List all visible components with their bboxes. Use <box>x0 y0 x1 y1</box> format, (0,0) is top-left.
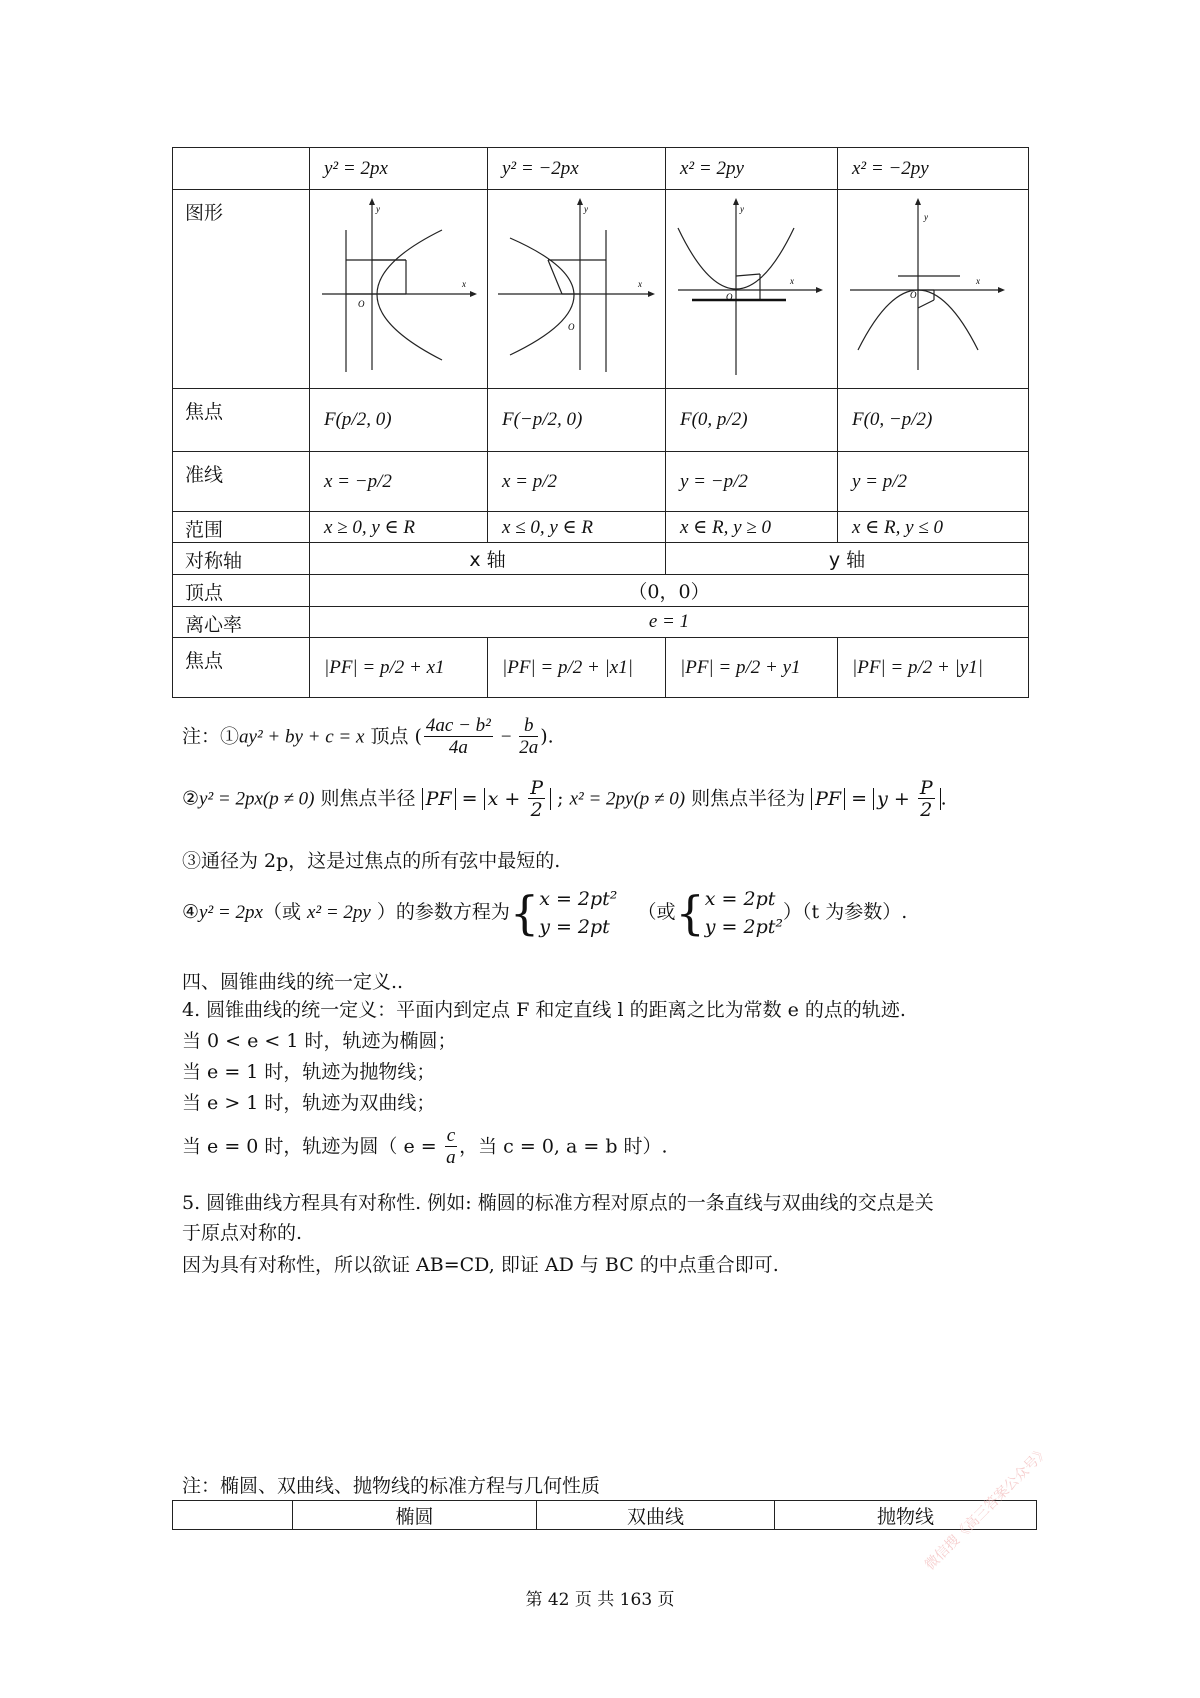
param-system-1: x = 2pt² y = 2pt <box>539 888 618 938</box>
parabola-right-figure <box>310 190 487 383</box>
focus-cell-4: F(0, −p/2) <box>838 389 1029 452</box>
note-4-equation-1: y² = 2px <box>199 902 263 923</box>
range-cell-4: x ∈ R, y ≤ 0 <box>838 512 1029 543</box>
note-2: ②y² = 2px(p ≠ 0) 则焦点半径 PF = x + $\frac{P}{2}$ ; x² = 2py(p ≠ 0) 则焦点半径为 PF = y + $\frac{P}{2}$ . <box>182 777 947 821</box>
focus-row <box>173 389 1029 452</box>
header-eq-1: y² = 2px <box>310 148 488 190</box>
directrix-cell-4: y = p/2 <box>838 452 1029 512</box>
parabola-up-figure <box>666 190 837 383</box>
focal-radius-cell-2: |PF| = p/2 + |x1| <box>488 638 666 698</box>
row-label-eccentricity: 离心率 <box>173 607 310 638</box>
origin-label: O <box>726 292 733 302</box>
focal-radius-row <box>173 638 1029 698</box>
row-label-vertex: 顶点 <box>173 575 310 607</box>
note-1-prefix: 注：① <box>182 725 240 748</box>
directrix-row <box>173 452 1029 512</box>
range-cell-3: x ∈ R, y ≥ 0 <box>666 512 838 543</box>
axis-x-label: x <box>790 276 794 286</box>
vertex-cell: （0，0） <box>310 575 1029 607</box>
row-label-directrix: 准线 <box>173 452 310 512</box>
directrix-cell-1: x = −p/2 <box>310 452 488 512</box>
note-1-text: 顶点 ( <box>364 725 422 748</box>
header-eq-3: x² = 2py <box>666 148 838 190</box>
case-circle <box>182 1126 668 1169</box>
parabola-down-figure <box>838 190 1028 383</box>
item-4-definition: 4. 圆锥曲线的统一定义：平面内到定点 F 和定直线 l 的距离之比为常数 e 的点的轨迹. <box>182 999 906 1021</box>
note-2-text-1: 则焦点半径 <box>314 787 422 810</box>
vertex-y-fraction: $\frac{b}{2a}$ <box>519 715 539 758</box>
directrix-cell-3: y = −p/2 <box>666 452 838 512</box>
parabola-left-figure <box>488 190 665 383</box>
header-empty-cell <box>173 148 310 190</box>
focus-cell-1: F(p/2, 0) <box>310 389 488 452</box>
figure-row <box>173 190 1029 389</box>
axis-y-label: y <box>584 204 588 214</box>
note-2-equation-1: y² = 2px(p ≠ 0) <box>199 788 315 810</box>
comparison-header-ellipse: 椭圆 <box>293 1501 537 1530</box>
item-5-line-3: 因为具有对称性，所以欲证 AB=CD, 即证 AD 与 BC 的中点重合即可. <box>182 1254 779 1276</box>
item-5-line-1: 5. 圆锥曲线方程具有对称性. 例如: 椭圆的标准方程对原点的一条直线与双曲线的交点是关 <box>182 1192 934 1214</box>
note-1-tail: ). <box>540 725 554 748</box>
axis-y-label: y <box>740 204 744 214</box>
note-3: ③通径为 2p，这是过焦点的所有弦中最短的. <box>182 850 561 872</box>
note-4: ④y² = 2px（或 x² = 2py ）的参数方程为{ x = 2pt² y = 2pt （或{ x = 2pt y = 2pt² ）（t 为参数）. <box>182 886 908 940</box>
note-4-paren-open: （或 <box>262 901 307 923</box>
focal-radius-cell-1: |PF| = p/2 + x1 <box>310 638 488 698</box>
header-eq-2: y² = −2px <box>488 148 666 190</box>
focal-radius-cell-3: |PF| = p/2 + y1 <box>666 638 838 698</box>
header-eq-4: x² = −2py <box>838 148 1029 190</box>
page-footer: 第 42 页 共 163 页 <box>525 1590 675 1610</box>
row-label-range: 范围 <box>173 512 310 543</box>
vertex-row <box>173 575 1029 607</box>
note-4-equation-2: x² = 2py <box>306 902 371 923</box>
case-hyperbola: 当 e > 1 时，轨迹为双曲线； <box>182 1092 436 1114</box>
axis-x-label: x <box>462 279 466 289</box>
origin-label: O <box>358 299 365 309</box>
note-2-equation-2: x² = 2py(p ≠ 0) <box>569 788 686 810</box>
axis-cell-x: x 轴 <box>310 543 666 575</box>
conic-comparison-table <box>172 1500 1037 1530</box>
note-2-y-abs: y + $\frac{P}{2}$ <box>873 788 941 810</box>
header-row <box>173 148 1029 190</box>
directrix-cell-2: x = p/2 <box>488 452 666 512</box>
focal-radius-cell-4: |PF| = p/2 + |y1| <box>838 638 1029 698</box>
case-ellipse: 当 0 < e < 1 时，轨迹为椭圆； <box>182 1030 457 1052</box>
note-4-paren-close: ）的参数方程为 <box>370 901 510 923</box>
note-4-or: （或 <box>637 901 676 923</box>
case-parabola: 当 e = 1 时，轨迹为抛物线； <box>182 1061 436 1083</box>
bottom-table-caption: 注：椭圆、双曲线、抛物线的标准方程与几何性质 <box>182 1475 601 1497</box>
axis-x-label: x <box>976 276 980 286</box>
note-2-pf-abs-1: PF <box>422 788 456 810</box>
note-2-x-abs: x + $\frac{P}{2}$ <box>484 788 552 810</box>
note-2-prefix: ② <box>182 787 200 810</box>
watermark: 微信搜《高三答案公众号》 <box>922 1443 1053 1574</box>
figure-cell-4 <box>838 190 1029 389</box>
figure-cell-1 <box>310 190 488 389</box>
eccentricity-cell: e = 1 <box>310 607 1029 638</box>
focus-cell-2: F(−p/2, 0) <box>488 389 666 452</box>
origin-label: O <box>910 290 917 300</box>
case-circle-text-b: ，当 c = 0, a = b 时）. <box>459 1135 668 1158</box>
item-5-line-2: 于原点对称的. <box>182 1222 303 1244</box>
figure-cell-3 <box>666 190 838 389</box>
range-cell-2: x ≤ 0, y ∈ R <box>488 512 666 543</box>
comparison-header-parabola: 抛物线 <box>775 1501 1037 1530</box>
row-label-focus: 焦点 <box>173 389 310 452</box>
note-1-equation: ay² + by + c = x <box>239 726 365 748</box>
section-heading: 四、圆锥曲线的统一定义.. <box>182 971 404 993</box>
note-4-tail: ）（t 为参数）. <box>783 901 908 923</box>
comparison-header-hyperbola: 双曲线 <box>537 1501 775 1530</box>
range-cell-1: x ≥ 0, y ∈ R <box>310 512 488 543</box>
range-row <box>173 512 1029 543</box>
comparison-header-empty <box>173 1501 293 1530</box>
note-2-text-2: 则焦点半径为 <box>685 787 812 810</box>
origin-label: O <box>568 322 575 332</box>
row-label-figure: 图形 <box>173 190 310 389</box>
axis-cell-y: y 轴 <box>666 543 1029 575</box>
row-label-axis: 对称轴 <box>173 543 310 575</box>
axis-x-label: x <box>638 279 642 289</box>
eccentricity-row <box>173 607 1029 638</box>
axis-row <box>173 543 1029 575</box>
case-circle-text-a: 当 e = 0 时，轨迹为圆（ e = <box>182 1135 443 1158</box>
e-fraction: $\frac{c}{a}$ <box>446 1125 456 1168</box>
row-label-focal-radius: 焦点 <box>173 638 310 698</box>
comparison-header-row <box>173 1501 1037 1530</box>
vertex-x-fraction: $\frac{\text{4ac − b²}}{4a}$ <box>425 715 491 758</box>
axis-y-label: y <box>924 212 928 222</box>
param-system-2: x = 2pt y = 2pt² <box>704 888 784 938</box>
note-2-pf-abs-2: PF <box>811 788 845 810</box>
note-1: 注：①ay² + by + c = x 顶点 ( $\frac{\text{4ac − b²}}{4a}$ − $\frac{b}{2a}$ ). <box>182 715 554 758</box>
axis-y-label: y <box>376 204 380 214</box>
parabola-properties-table <box>172 147 1029 698</box>
focus-cell-3: F(0, p/2) <box>666 389 838 452</box>
figure-cell-2 <box>488 190 666 389</box>
note-4-prefix: ④ <box>182 901 200 923</box>
